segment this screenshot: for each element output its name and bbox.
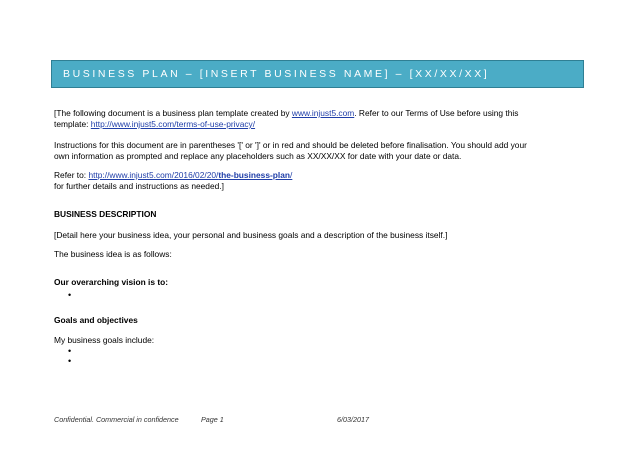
goals-bullet-2: •: [68, 356, 72, 366]
business-plan-link-slug: the-business-plan: [218, 170, 291, 180]
business-plan-link-end: /: [290, 170, 293, 180]
injust5-link[interactable]: www.injust5.com: [291, 108, 355, 118]
title-banner: [51, 60, 584, 88]
intro-line-1: [54, 108, 518, 119]
instructions-line-2: own information as prompted and replace any placeholders such as XX/XX/XX for date with your date or data.: [54, 151, 462, 161]
goals-bullet-1: •: [68, 346, 72, 356]
intro-text-2: template:: [54, 119, 91, 129]
footer-page-number: Page 1: [201, 415, 224, 424]
vision-heading: Our overarching vision is to:: [54, 277, 169, 287]
goals-intro: My business goals include:: [54, 335, 155, 345]
goals-heading: Goals and objectives: [54, 315, 138, 325]
terms-of-use-link[interactable]: http://www.injust5.com/terms-of-use-privacy/: [90, 119, 256, 129]
refer-line-1: [54, 170, 292, 181]
refer-prefix: Refer to:: [54, 170, 89, 180]
business-plan-link-base: http://www.injust5.com/2016/02/20/: [88, 170, 219, 180]
footer-date: 6/03/2017: [337, 415, 369, 424]
vision-bullet: •: [68, 290, 72, 300]
footer-confidential: Confidential. Commercial in confidence: [54, 415, 179, 424]
instructions-line-1: Instructions for this document are in parentheses '[' or ']' or in red and should be deleted before finalisation. You should add your: [54, 140, 527, 150]
refer-line-2: for further details and instructions as needed.]: [54, 181, 224, 191]
intro-text-1b: . Refer to our Terms of Use before using this: [354, 108, 519, 118]
intro-text-1: [The following document is a business plan template created by: [54, 108, 292, 118]
business-plan-link[interactable]: [88, 170, 292, 180]
business-idea-text: The business idea is as follows:: [54, 249, 172, 259]
business-description-detail: [Detail here your business idea, your personal and business goals and a description of the business itself.]: [54, 230, 448, 240]
banner-title: BUSINESS PLAN – [INSERT BUSINESS NAME] – [XX/XX/XX]: [63, 68, 490, 80]
intro-line-2: [54, 119, 255, 130]
business-description-heading: BUSINESS DESCRIPTION: [54, 209, 157, 219]
